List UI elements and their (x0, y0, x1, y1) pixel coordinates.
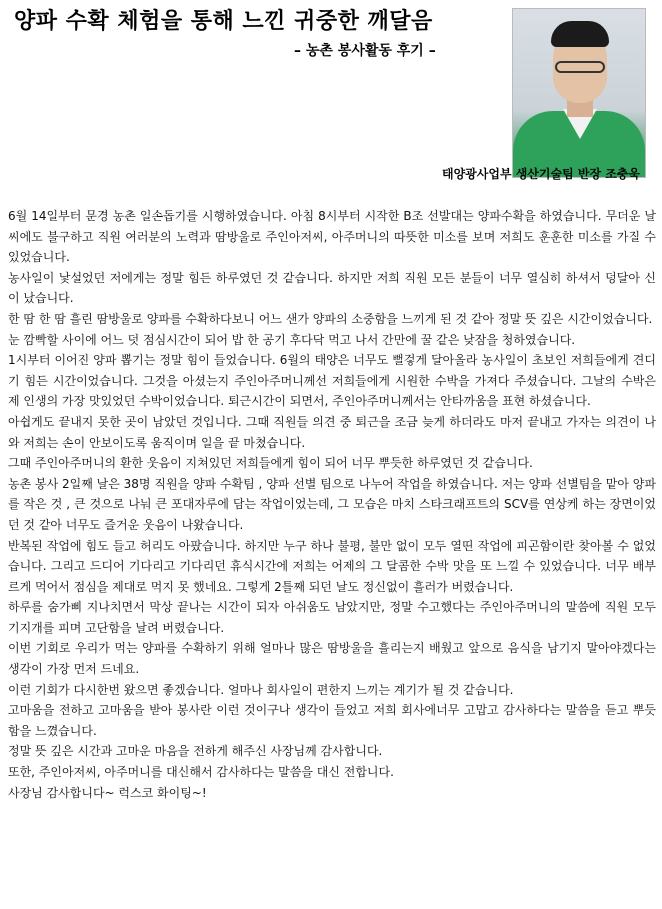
paragraph: 농사일이 낯설었던 저에게는 정말 힘든 하루였던 것 같습니다. 하지만 저희 직원 모든 분들이 너무 열심히 하셔서 덩달아 신이 났습니다. (8, 270, 656, 306)
paragraph: 또한, 주인아저씨, 아주머니를 대신해서 감사하다는 말씀을 대신 전합니다. (8, 765, 394, 780)
paragraph: 반복된 작업에 힘도 들고 허리도 아팠습니다. 하지만 누구 하나 불평, 불만 없이 모두 열띤 작업에 피곤함이란 찾아볼 수 없었습니다. 그리고 드디어 기다리고 기다리던 휴식시간에 저희는 어제의 그 달콤한 수박 맛을 또 느낄 수 있었습니다. 너무 배부르게 먹어서 점심을 제대로 먹지 못 했네요. 그렇게 2틀째 되던 날도 정신없이 흘러가 버렸습니다. (8, 538, 656, 594)
paragraph: 농촌 봉사 2일째 날은 38명 직원을 양파 수확팀 , 양파 선별 팀으로 나누어 작업을 하였습니다. 저는 양파 선별팀을 맡아 양파를 작은 것 , 큰 것으로 나눠 큰 포대자루에 담는 작업이었는데, 그 모습은 마치 스타크래프트의 SCV를 연상케 하는 장면이었던 것 같아 너무도 즐거운 웃음이 나왔습니다. (8, 476, 656, 532)
paragraph: 이번 기회로 우리가 먹는 양파를 수확하기 위해 얼마나 많은 땀방울을 흘리는지 배웠고 앞으로 음식을 남기지 말아야겠다는 생각이 가장 먼저 드네요. (8, 641, 656, 677)
author-photo (512, 8, 646, 178)
article-subtitle: – 농촌 봉사활동 후기 – (294, 43, 436, 59)
paragraph: 눈 깜빡할 사이에 어느 덧 점심시간이 되어 밥 한 공기 후다닥 먹고 나서 간만에 꿀 같은 낮잠을 청하였습니다. (8, 332, 576, 347)
paragraph: 그때 주인아주머니의 환한 웃음이 지쳐있던 저희들에게 힘이 되어 너무 뿌듯한 하루였던 것 같습니다. (8, 456, 533, 471)
article-header (8, 0, 654, 190)
article-title: 양파 수확 체험을 통해 느낀 귀중한 깨달음 (14, 9, 433, 34)
paragraph: 하루를 숨가삐 지나치면서 막상 끝나는 시간이 되자 아쉬움도 남았지만, 정말 수고했다는 주인아주머니의 말씀에 직원 모두 기지개를 피며 고단함을 날려 버렸습니다. (8, 600, 656, 635)
author-byline: 태양광사업부 생산기술팀 반장 조충욱 (441, 167, 640, 181)
paragraph: 아쉽게도 끝내지 못한 곳이 남았던 것입니다. 그때 직원들 의견 중 퇴근을 조금 늦게 하더라도 마저 끝내고 가자는 의견이 나와 저희는 손이 안보이도록 움직이며 일을 끝 마쳤습니다. (8, 414, 656, 450)
paragraph: 고마움을 전하고 고마움을 받아 봉사란 이런 것이구나 생각이 들었고 저희 회사에너무 고맙고 감사하다는 말씀을 듣고 뿌듯함을 느꼈습니다. (8, 703, 656, 738)
paragraph: 한 땀 한 땀 흘린 땀방울로 양파를 수확하다보니 어느 샌가 양파의 소중함을 느끼게 된 것 같아 정말 뜻 깊은 시간이었습니다. (8, 311, 653, 326)
paragraph: 정말 뜻 깊은 시간과 고마운 마음을 전하게 해주신 사장님께 감사합니다. (8, 744, 383, 759)
paragraph: 6월 14일부터 문경 농촌 일손돕기를 시행하였습니다. 아침 8시부터 시작한 B조 선발대는 양파수확을 하였습니다. 무더운 날씨에도 불구하고 직원 여러분의 노력과 땀방울로 주인아저씨, 아주머니의 따뜻한 미소를 보며 저희도 훈훈한 미소를 가질 수 있었습니다. (8, 209, 656, 265)
paragraph: 이런 기회가 다시한번 왔으면 좋겠습니다. 얼마나 회사일이 편한지 느끼는 계기가 될 것 같습니다. (8, 682, 514, 697)
article-body (8, 206, 656, 803)
paragraph: 1시부터 이어진 양파 뽑기는 정말 힘이 들었습니다. 6월의 태양은 너무도 뻘겋게 달아올라 농사일이 초보인 저희들에게 견디기 힘든 시간이었습니다. 그것을 아셨는지 주인아주머니께선 저희들에게 시원한 수박을 가져다 주셨습니다. 그날의 수박은 제 인생의 가장 맛있었던 수박이었습니다. 퇴근시간이 되면서, 주인아주머니께서는 안타까움을 표현 하셨습니다. (8, 353, 656, 409)
paragraph: 사장님 감사합니다~ 럭스코 화이팅~! (8, 785, 207, 800)
